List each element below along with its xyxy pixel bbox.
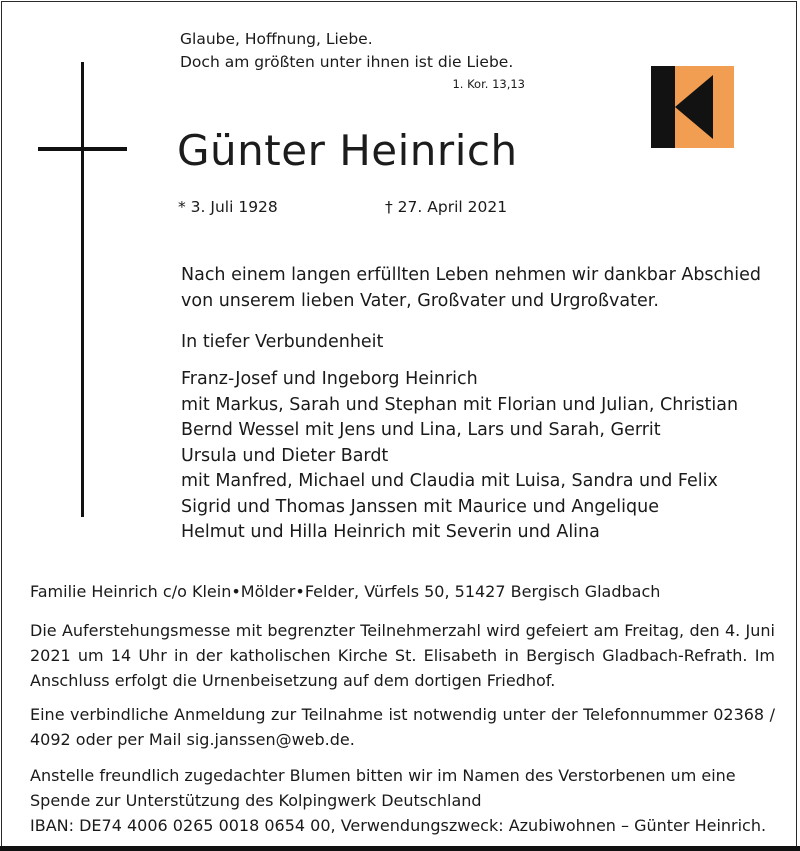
service-info: Die Auferstehungsmesse mit begrenzter Teilnehmerzahl wird gefeiert am Freitag, den 4. Juni 2021 um 14 Uhr in der katholischen Kirche St. Elisabeth in Bergisch Gladbach-Refrath. Im Anschluss erfolgt die Urnenbeisetzung auf dem dortigen Friedhof. <box>30 621 775 690</box>
closing-phrase: In tiefer Verbundenheit <box>181 332 384 352</box>
registration-info: Eine verbindliche Anmeldung zur Teilnahme ist notwendig unter der Telefonnummer 02368 / 4092 oder per Mail sig.janssen@web.de. <box>30 705 775 749</box>
mourner-line: Sigrid und Thomas Janssen mit Maurice und Angelique <box>181 496 659 517</box>
cross-vertical-bar <box>81 62 84 517</box>
mourner-line: Helmut und Hilla Heinrich mit Severin und Alina <box>181 522 600 542</box>
donation-text: Anstelle freundlich zugedachter Blumen bitten wir im Namen des Verstorbenen um eine Spende zur Unterstützung des Kolpingwerk Deutschland <box>30 766 736 810</box>
verse-reference: 1. Kor. 13,13 <box>452 77 525 91</box>
cross-horizontal-bar <box>38 147 127 151</box>
birth-date: * 3. Juli 1928 <box>178 198 278 216</box>
mourner-line: Ursula und Dieter Bardt <box>181 445 389 466</box>
bottom-border <box>0 846 800 851</box>
farewell-line-1: Nach einem langen erfüllten Leben nehmen wir dankbar Abschied <box>181 265 761 285</box>
farewell-text <box>181 262 761 314</box>
verse-line-1: Glaube, Hoffnung, Liebe. <box>180 30 373 48</box>
bank-details: IBAN: DE74 4006 0265 0018 0654 00, Verwendungszweck: Azubiwohnen – Günter Heinrich. <box>30 816 767 835</box>
verse-line-2: Doch am größten unter ihnen ist die Liebe. <box>180 53 514 71</box>
mourner-line: mit Markus, Sarah und Stephan mit Florian und Julian, Christian <box>181 394 739 415</box>
mourners-list <box>181 367 738 546</box>
k-logo-icon <box>651 66 734 148</box>
farewell-line-2: von unserem lieben Vater, Großvater und Urgroßvater. <box>181 291 659 311</box>
deceased-name: Günter Heinrich <box>177 126 518 175</box>
family-address: Familie Heinrich c/o Klein•Mölder•Felder, Vürfels 50, 51427 Bergisch Gladbach <box>30 582 661 601</box>
mourner-line: Franz-Josef und Ingeborg Heinrich <box>181 369 478 389</box>
bible-verse <box>180 28 513 74</box>
mourner-line: Bernd Wessel mit Jens und Lina, Lars und Sarah, Gerrit <box>181 420 661 440</box>
death-date: † 27. April 2021 <box>385 198 508 216</box>
mourner-line: mit Manfred, Michael und Claudia mit Luisa, Sandra und Felix <box>181 471 718 491</box>
donation-info <box>30 763 775 838</box>
